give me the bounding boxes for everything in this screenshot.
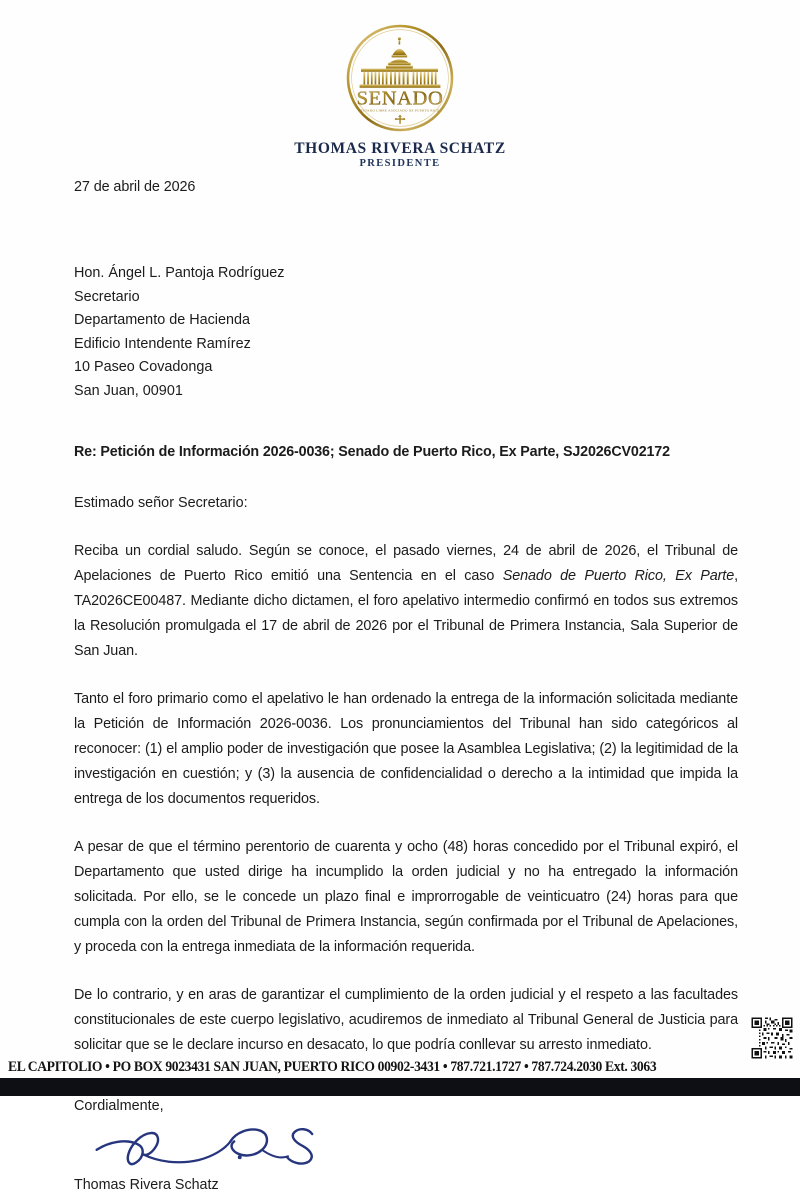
senate-seal-icon [344, 22, 456, 134]
paragraph-3: A pesar de que el término perentorio de cuarenta y ocho (48) horas concedido por el Tribunal expiró, el Departamento que usted dirige ha incumplido la orden judicial y no ha entregado la información solicitada. Por ello, se le concede un plazo final e improrrogable de veinticuatro (24) horas para que cumpla con la orden del Tribunal de Primera Instancia, según confirmada por el Tribunal de Apelaciones, y proceda con la entrega inmediata de la información requerida. [74, 838, 738, 955]
recipient-line: Departamento de Hacienda [74, 312, 250, 329]
svg-text:SENADO: SENADO [356, 87, 444, 110]
recipient-line: Secretario [74, 288, 140, 305]
closing: Cordialmente, [74, 1097, 164, 1114]
letter-body [74, 175, 738, 1198]
paragraph-2: Tanto el foro primario como el apelativo le han ordenado la entrega de la información solicitada mediante la Petición de Información 2026-0036. Los pronunciamientos del Tribunal han sido categóricos al reconocer: (1) el amplio poder de investigación que posee la Asamblea Legislativa; (2) la legitimidad de la investigación en cuestión; y (3) la ausencia de confidencialidad o derecho a la intimidad que impida la entrega de los documentos requeridos. [74, 690, 738, 807]
footer-contact-text: EL CAPITOLIO • PO BOX 9023431 SAN JUAN, PUERTO RICO 00902-3431 • 787.721.1727 • 787.724.2030 Ext. 3063 [8, 1058, 657, 1075]
recipient-line: Edificio Intendente Ramírez [74, 335, 251, 352]
signer-name: Thomas Rivera Schatz [74, 1176, 219, 1193]
letterhead-name: THOMAS RIVERA SCHATZ [294, 140, 506, 157]
recipient-line: 10 Paseo Covadonga [74, 359, 213, 376]
paragraph-1-part-a: Reciba un cordial saludo. Según se conoce, el pasado viernes, 24 de abril de 2026, el Tribunal de Apelaciones de Puerto Rico emitió una Sentencia en el caso [74, 542, 738, 584]
qr-code-icon [750, 1016, 794, 1060]
recipient-address-block [74, 262, 738, 404]
signature-image [80, 1121, 738, 1173]
subject-line: Re: Petición de Información 2026-0036; Senado de Puerto Rico, Ex Parte, SJ2026CV02172 [74, 443, 670, 460]
recipient-line: San Juan, 00901 [74, 382, 183, 399]
letter-date: 27 de abril de 2026 [74, 179, 196, 195]
recipient-line: Hon. Ángel L. Pantoja Rodríguez [74, 265, 285, 281]
bottom-band [0, 1078, 800, 1096]
svg-text:ESTADO LIBRE ASOCIADO DE PUERT: ESTADO LIBRE ASOCIADO DE PUERTO RICO [360, 108, 440, 113]
paragraph-1 [74, 539, 738, 664]
letterhead-role: PRESIDENTE [359, 158, 441, 170]
paragraph-1-part-b: , TA2026CE00487. Mediante dicho dictamen, el foro apelativo intermedio confirmó en todos sus extremos la Resolución promulgada el 17 de abril de 2026 por el Tribunal de Primera Instancia, Sala Superior de San Juan. [74, 567, 738, 659]
salutation: Estimado señor Secretario: [74, 494, 248, 511]
case-name-italic: Senado de Puerto Rico, Ex Parte [502, 567, 735, 584]
paragraph-4: De lo contrario, y en aras de garantizar el cumplimiento de la orden judicial y el respeto a las facultades constitucionales de este cuerpo legislativo, acudiremos de inmediato al Tribunal General de Justicia para solicitar que se le declare incurso en desacato, lo que podría conllevar su arresto inmediato. [74, 986, 738, 1053]
letterhead [0, 0, 800, 169]
footer [0, 1056, 800, 1078]
